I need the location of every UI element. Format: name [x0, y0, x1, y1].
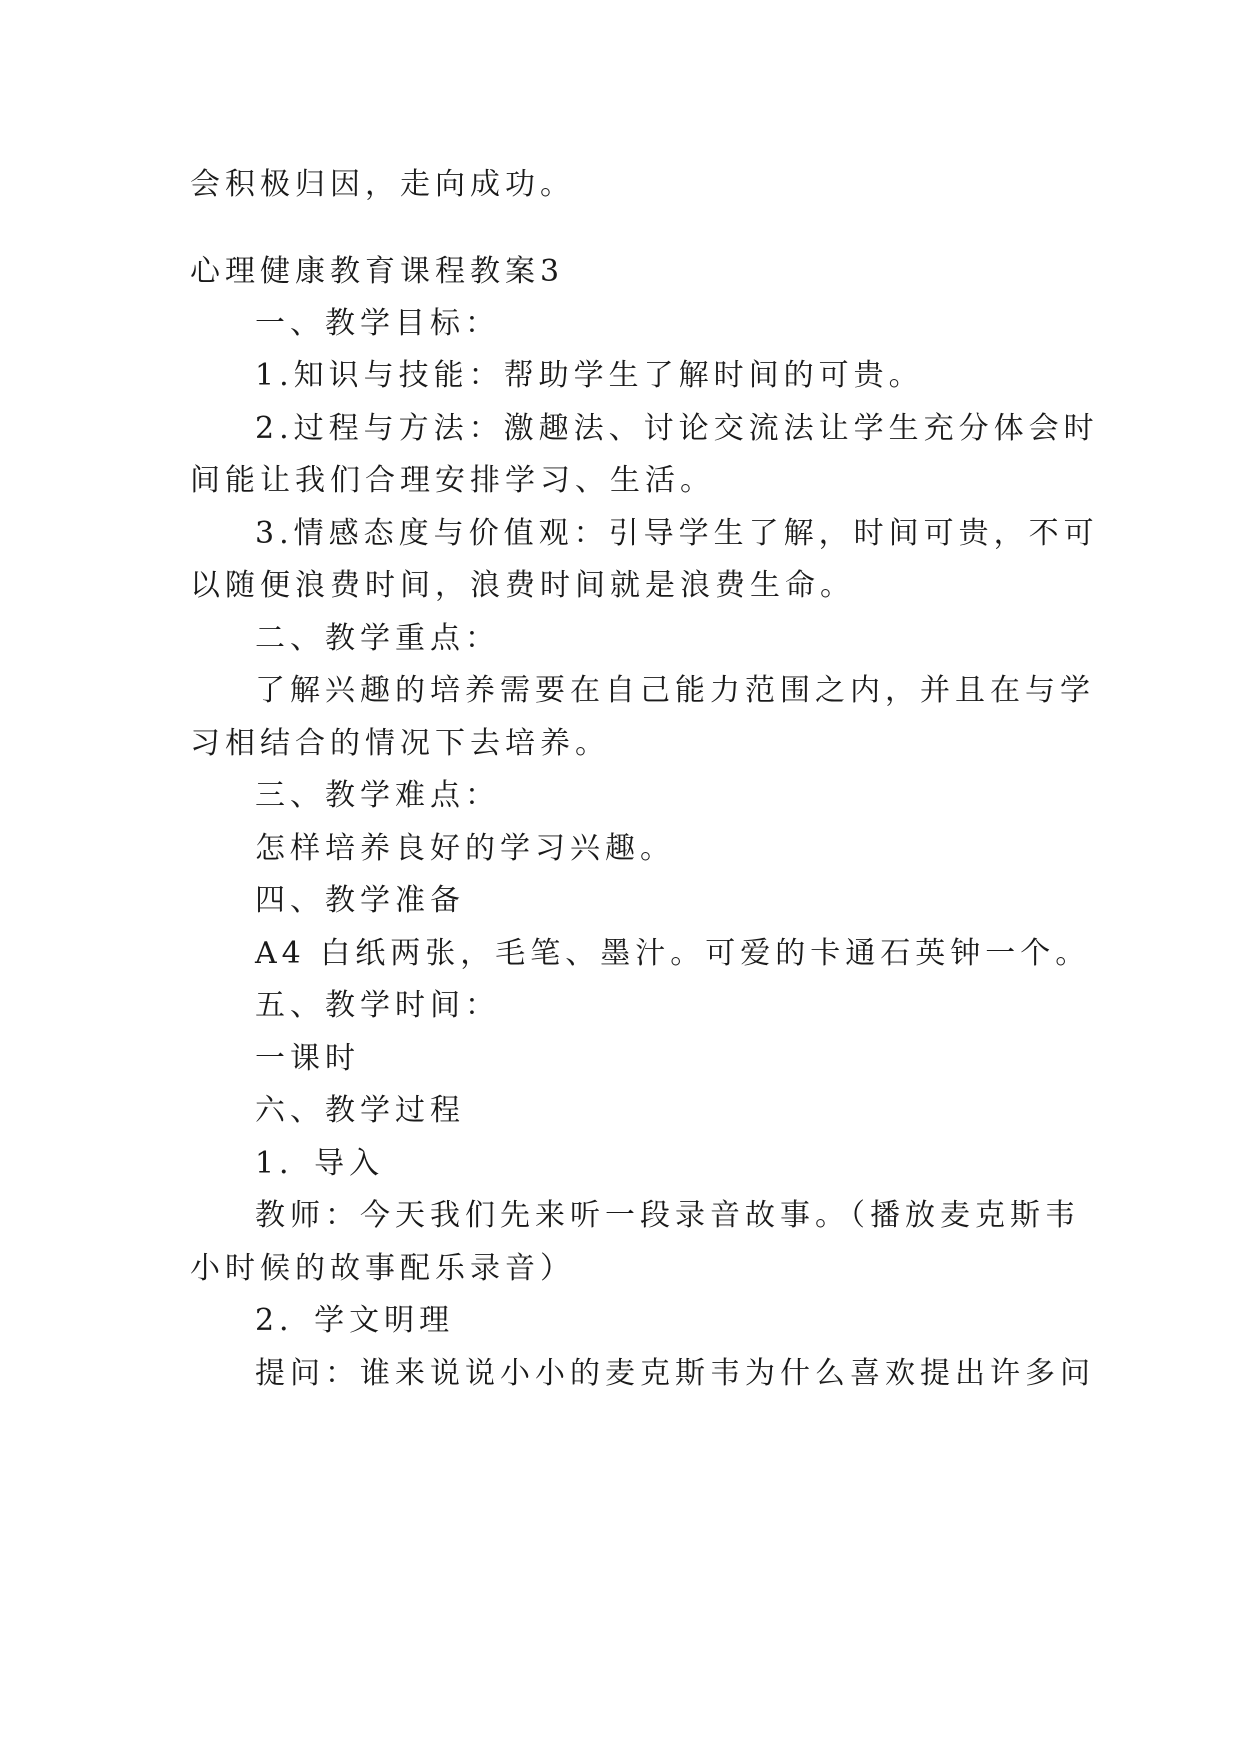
- objective-knowledge-skills: 1.知识与技能：帮助学生了解时间的可贵。: [255, 358, 924, 393]
- teaching-preparation-text: A4 白纸两张，毛笔、墨汁。可爱的卡通石英钟一个。: [255, 936, 1091, 971]
- objective-emotion-values-line1: 3.情感态度与价值观：引导学生了解，时间可贵，不可: [255, 516, 1099, 551]
- heading-teaching-process: 六、教学过程: [255, 1093, 465, 1128]
- paragraph-continuation: 会积极归因，走向成功。: [190, 167, 575, 202]
- introduction-text-line2: 小时候的故事配乐录音）: [190, 1251, 575, 1286]
- teaching-difficulty-text: 怎样培养良好的学习兴趣。: [255, 831, 675, 866]
- introduction-text-line1: 教师：今天我们先来听一段录音故事。（播放麦克斯韦: [255, 1198, 1080, 1233]
- heading-teaching-time: 五、教学时间：: [255, 988, 500, 1023]
- teaching-time-text: 一课时: [255, 1041, 360, 1076]
- heading-teaching-focus: 二、教学重点：: [255, 621, 500, 656]
- section-title: 心理健康教育课程教案3: [190, 254, 565, 289]
- objective-process-methods-line1: 2.过程与方法：激趣法、讨论交流法让学生充分体会时: [255, 411, 1099, 446]
- process-step-introduction: 1．导入: [255, 1146, 385, 1181]
- objective-emotion-values-line2: 以随便浪费时间，浪费时间就是浪费生命。: [190, 568, 855, 603]
- heading-teaching-objectives: 一、教学目标：: [255, 306, 500, 341]
- teaching-focus-line2: 习相结合的情况下去培养。: [190, 726, 610, 761]
- learning-question-text: 提问：谁来说说小小的麦克斯韦为什么喜欢提出许多问: [255, 1356, 1095, 1391]
- heading-teaching-preparation: 四、教学准备: [255, 883, 465, 918]
- heading-teaching-difficulty: 三、教学难点：: [255, 778, 500, 813]
- process-step-learning: 2．学文明理: [255, 1303, 455, 1338]
- objective-process-methods-line2: 间能让我们合理安排学习、生活。: [190, 463, 715, 498]
- teaching-focus-line1: 了解兴趣的培养需要在自己能力范围之内，并且在与学: [255, 673, 1095, 708]
